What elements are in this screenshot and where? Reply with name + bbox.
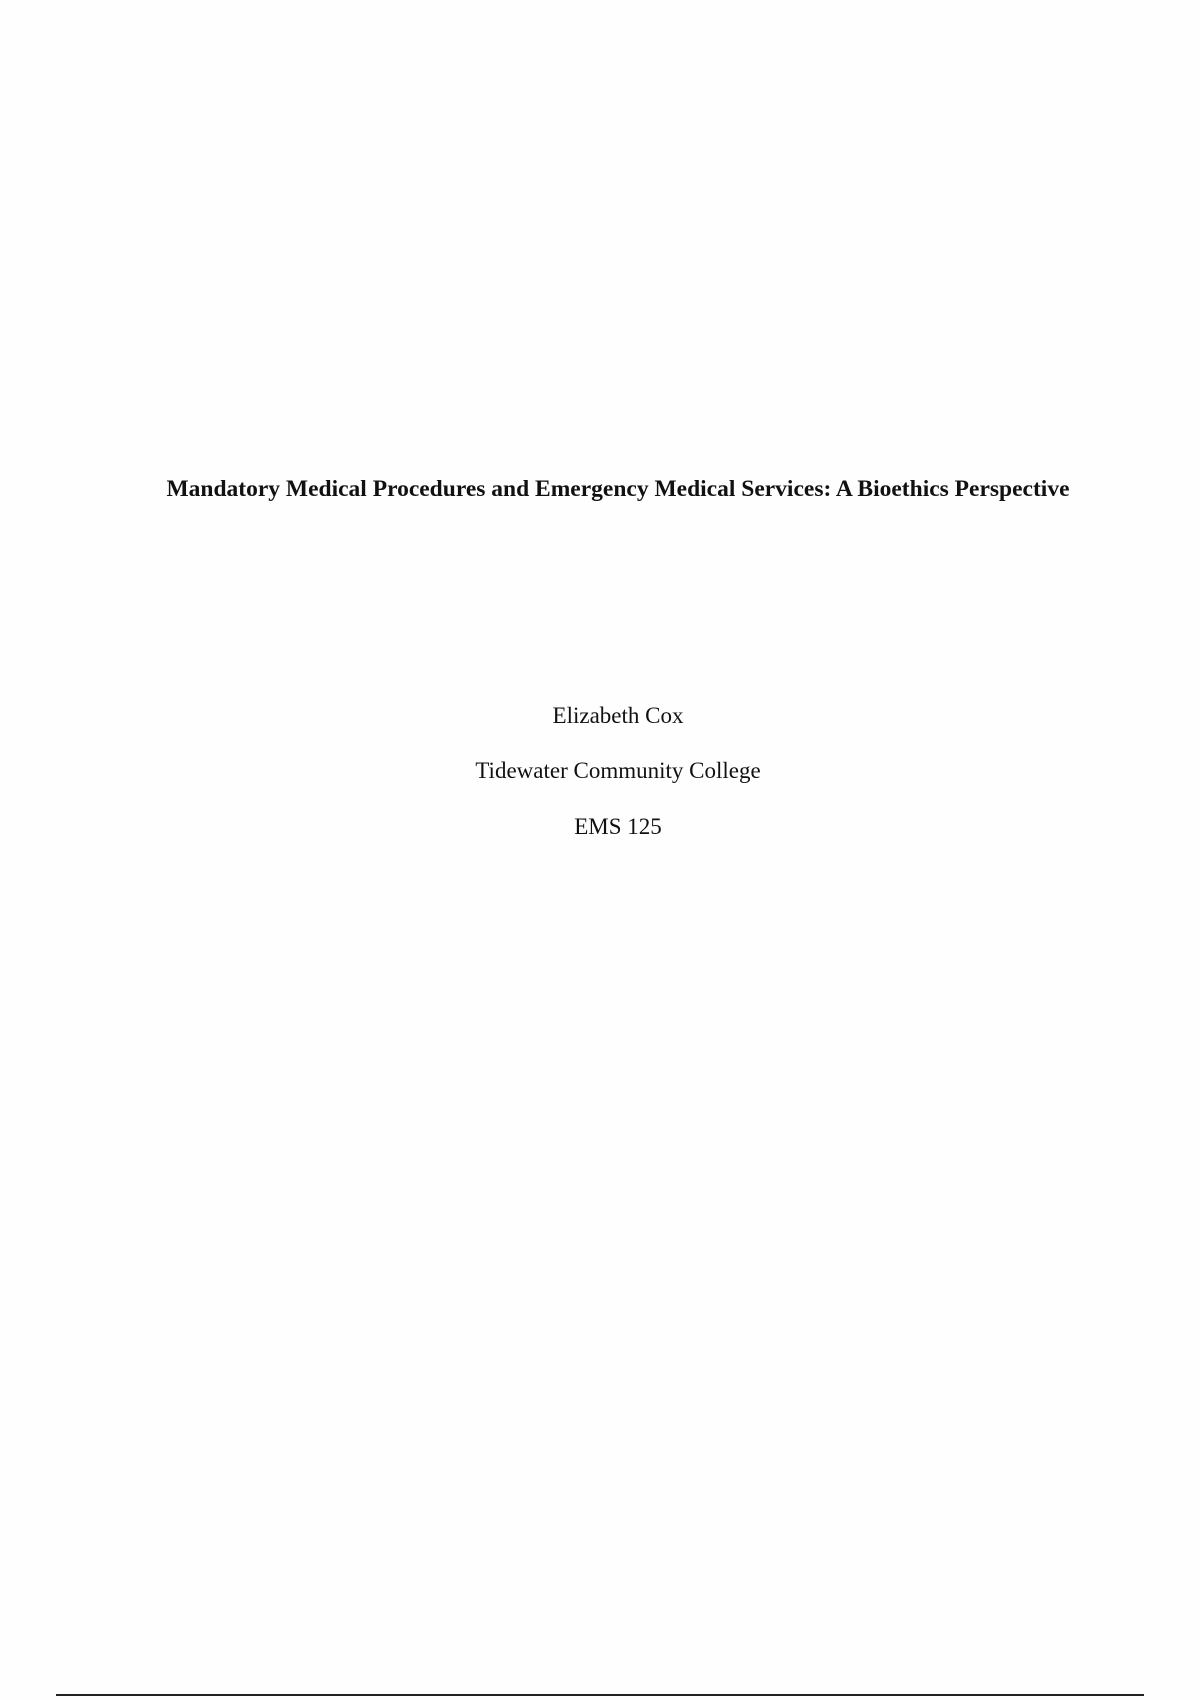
course-code: EMS 125 <box>574 814 662 839</box>
page-divider <box>56 1694 1144 1696</box>
author-name: Elizabeth Cox <box>552 703 684 728</box>
institution-name: Tidewater Community College <box>475 758 761 783</box>
paper-title: Mandatory Medical Procedures and Emergency Medical Services: A Bioethics Perspective <box>166 476 1070 502</box>
